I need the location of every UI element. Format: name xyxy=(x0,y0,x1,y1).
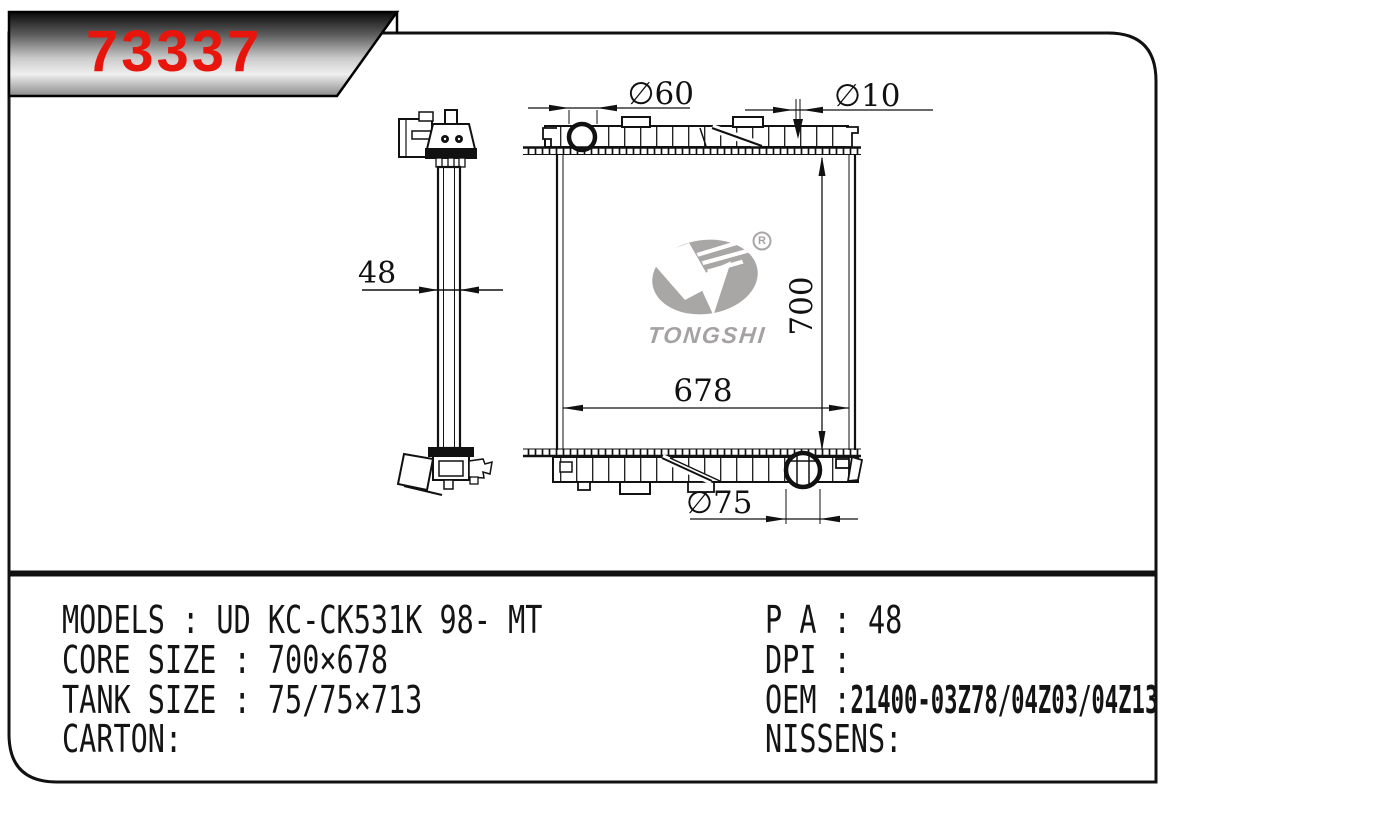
part-number: 73337 xyxy=(86,19,263,84)
spec-core-size: CORE SIZE : 700×678 xyxy=(62,638,389,682)
dim-label-outlet-diameter: ∅75 xyxy=(686,485,753,521)
dim-label-pipe-diameter: ∅10 xyxy=(834,78,901,114)
filler-neck xyxy=(569,124,595,150)
logo-wordmark: TONGSHI xyxy=(646,322,768,348)
outlet-pipe xyxy=(786,453,820,487)
registered-mark: R xyxy=(758,235,766,247)
spec-pa: P A : 48 xyxy=(765,598,903,642)
dim-label-core-width: 678 xyxy=(673,373,733,409)
dim-label-core-thickness: 48 xyxy=(358,256,397,291)
spec-tank-size: TANK SIZE : 75/75×713 xyxy=(62,678,423,722)
spec-carton: CARTON: xyxy=(62,717,183,761)
spec-dpi: DPI : xyxy=(765,638,851,682)
spec-oem-value: 21400-03Z78/04Z03/04Z13 xyxy=(850,678,1159,722)
spec-nissens: NISSENS: xyxy=(765,717,903,761)
dim-label-filler-diameter: ∅60 xyxy=(627,76,694,112)
dim-label-core-height: 700 xyxy=(784,276,820,336)
side-view xyxy=(398,110,492,495)
spec-oem-label: OEM : xyxy=(765,678,851,722)
spec-oem xyxy=(765,678,1245,722)
spec-models: MODELS : UD KC-CK531K 98- MT xyxy=(62,598,543,642)
